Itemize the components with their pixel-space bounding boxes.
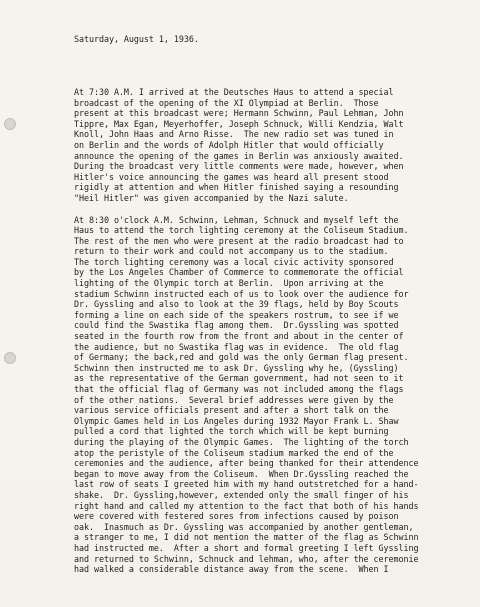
text-line: The rest of the men who were present at the radio broadcast had to	[74, 235, 404, 246]
text-line: rigidly at attention and when Hitler finished saying a resounding	[74, 182, 399, 193]
text-line: during the playing of the Olympic Games. The lighting of the torch	[74, 436, 409, 447]
text-line: At 7:30 A.M. I arrived at the Deutsches Haus to attend a special	[74, 86, 394, 97]
punch-hole	[4, 352, 16, 364]
text-line: began to move away from the Coliseum. When Dr.Gyssling reached the	[74, 468, 409, 479]
text-line: announce the opening of the games in Berlin was anxiously awaited.	[74, 150, 404, 161]
text-line: atop the peristyle of the Coliseum stadium marked the end of the	[74, 447, 394, 458]
text-line: on Berlin and the words of Adolph Hitler that would officially	[74, 139, 384, 150]
text-line: oak. Inasmuch as Dr. Gyssling was accompanied by another gentleman,	[74, 521, 414, 532]
text-line: Tippre, Max Egan, Meyerhoffer, Joseph Schnuck, Willi Kendzia, Walt	[74, 118, 404, 129]
text-line: Olympic Games held in Los Angeles during 1932 Mayor Frank L. Shaw	[74, 415, 399, 426]
text-line: by the Los Angeles Chamber of Commerce to commemorate the official	[74, 267, 404, 278]
text-line: a stranger to me, I did not mention the matter of the flag as Schwinn	[74, 532, 419, 543]
text-line: and returned to Schwinn, Schnuck and lehman, who, after the ceremonie	[74, 553, 419, 564]
text-line: "Heil Hitler" was given accompanied by the Nazi salute.	[74, 192, 349, 203]
text-line: Dr. Gyssling and also to look at the 39 flags, held by Boy Scouts	[74, 299, 399, 310]
punch-hole	[4, 118, 16, 130]
text-line: The torch lighting ceremony was a local civic activity sponsored	[74, 256, 394, 267]
text-line: lighting of the Olympic torch at Berlin. Upon arriving at the	[74, 278, 384, 289]
text-line: present at this broadcast were; Hermann Schwinn, Paul Lehman, John	[74, 108, 404, 119]
text-line: of Germany; the back,red and gold was the only German flag present.	[74, 352, 409, 363]
text-line: various service officials present and after a short talk on the	[74, 405, 389, 416]
text-line: Schwinn then instructed me to ask Dr. Gyssling why he, (Gyssling)	[74, 362, 399, 373]
text-line: seated in the fourth row from the front and about in the center of	[74, 331, 404, 342]
text-line: pulled a cord that lighted the torch which will be kept burning	[74, 426, 389, 437]
paragraph	[74, 87, 474, 204]
text-line: Hitler's voice announcing the games was heard all present stood	[74, 171, 389, 182]
text-line: could find the Swastika flag among them. Dr.Gyssling was spotted	[74, 320, 399, 331]
text-line: had walked a considerable distance away from the scene. When I	[74, 564, 389, 575]
text-line: of the other nations. Several brief addresses were given by the	[74, 394, 394, 405]
paragraph	[74, 215, 474, 575]
typewritten-text	[74, 13, 474, 607]
text-line: At 8:30 o'clock A.M. Schwinn, Lehman, Schnuck and myself left the	[74, 214, 399, 225]
text-line: forming a line on each side of the speakers rostrum, to see if we	[74, 309, 399, 320]
text-line: Haus to attend the torch lighting ceremony at the Coliseum Stadium.	[74, 225, 409, 236]
document-date: Saturday, August 1, 1936.	[74, 34, 199, 45]
text-line: ceremonies and the audience, after being thanked for their attendence	[74, 458, 419, 469]
body-paragraphs	[74, 87, 474, 575]
text-line: had instructed me. After a short and formal greeting I left Gyssling	[74, 542, 419, 553]
text-line: right hand and called my attention to the fact that both of his hands	[74, 500, 419, 511]
text-line: broadcast of the opening of the XI Olympiad at Berlin. Those	[74, 97, 379, 108]
text-line: During the broadcast very little comments were made, however, when	[74, 161, 404, 172]
text-line: were covered with festered sores from infections caused by poison	[74, 511, 399, 522]
text-line: stadium Schwinn instructed each of us to look over the audience for	[74, 288, 409, 299]
text-line: Knoll, John Haas and Arno Risse. The new radio set was tuned in	[74, 129, 394, 140]
text-line: last row of seats I greeted him with my hand outstretched for a hand-	[74, 479, 419, 490]
text-line: shake. Dr. Gyssling,however, extended only the small finger of his	[74, 489, 409, 500]
text-line: the audience, but no Swastika flag was in evidence. The old flag	[74, 341, 399, 352]
text-line: as the representative of the German government, had not seen to it	[74, 373, 404, 384]
text-line: return to their work and could not accompany us to the stadium.	[74, 246, 389, 257]
text-line: that the official flag of Germany was not included among the flags	[74, 384, 404, 394]
